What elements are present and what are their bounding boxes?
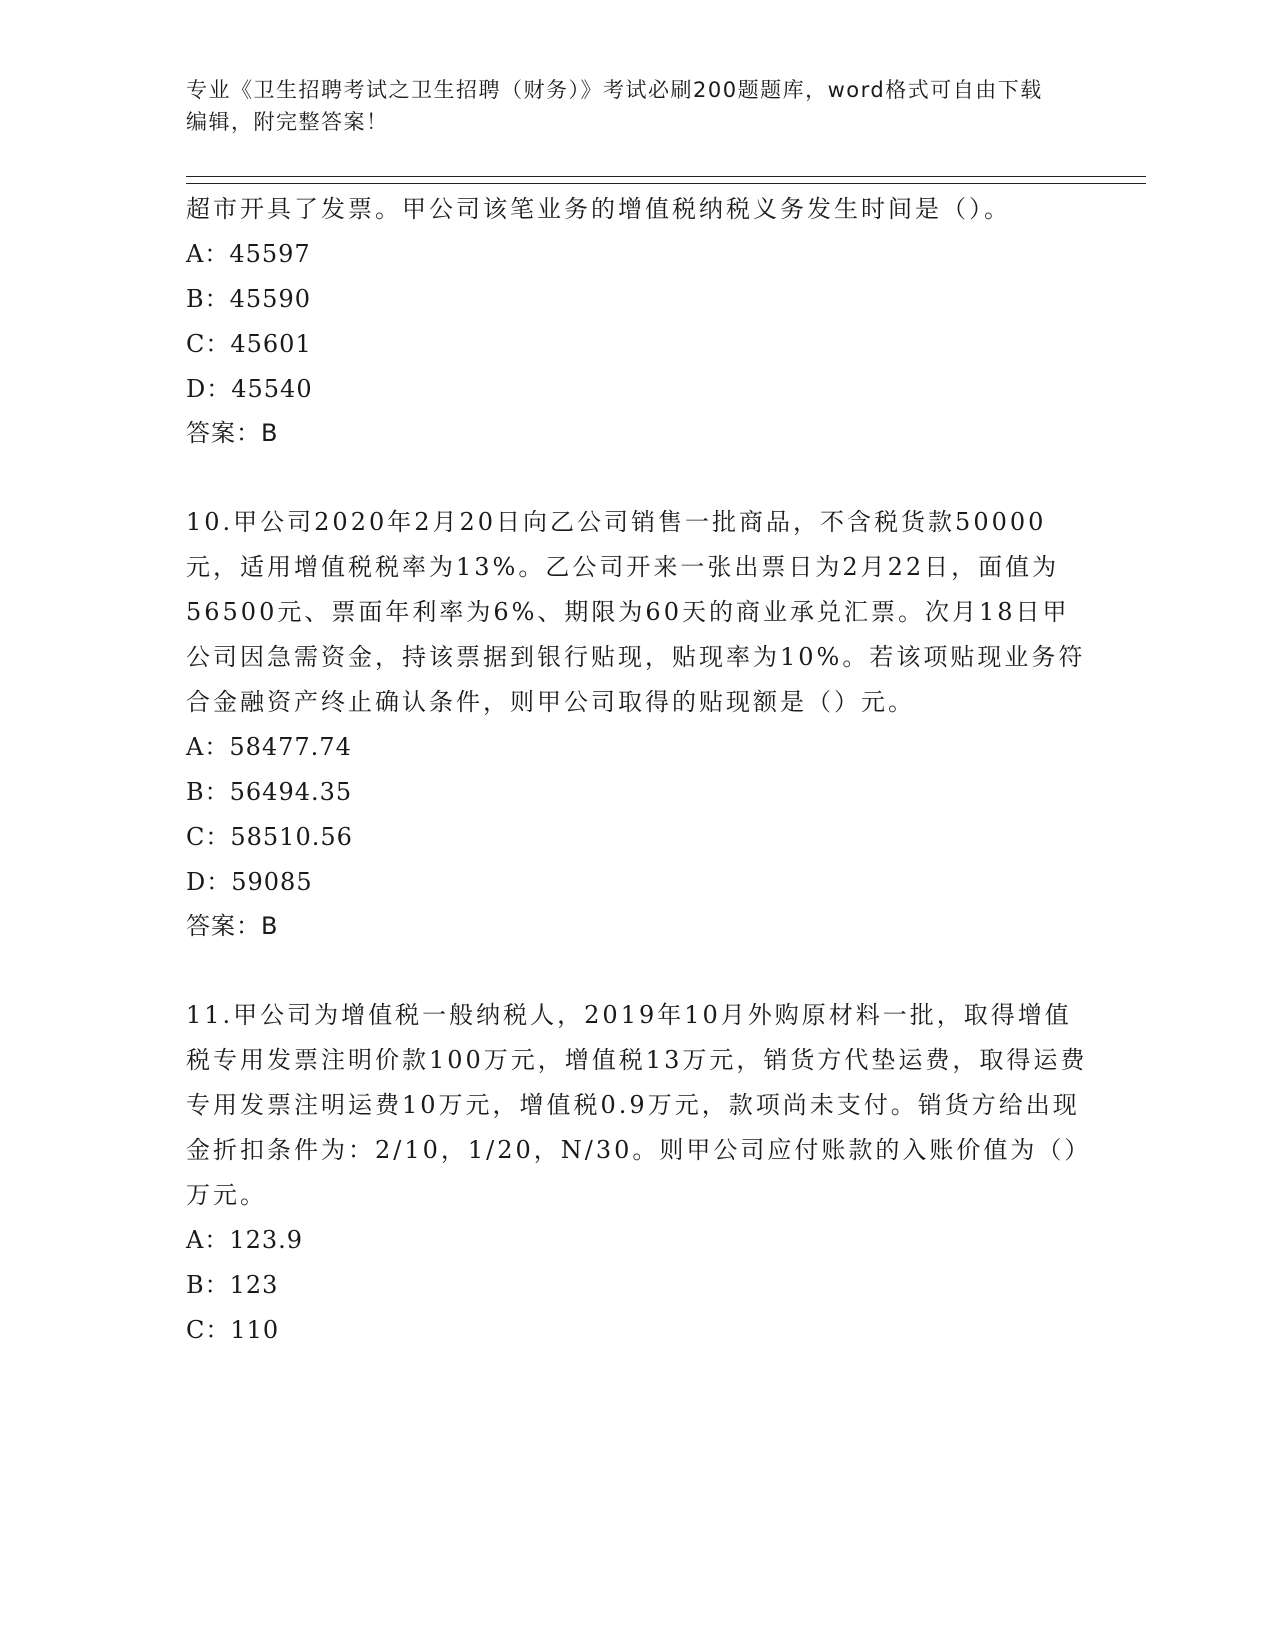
question-10	[186, 500, 1091, 948]
answer: 答案：B	[186, 419, 279, 447]
header-rule-bottom	[186, 183, 1146, 184]
option-c: C：110	[186, 1316, 280, 1344]
option-a: A：45597	[186, 240, 311, 268]
option-a: A：123.9	[186, 1226, 304, 1254]
option-d: D：45540	[186, 375, 313, 403]
question-gap	[186, 455, 1091, 500]
option-d: D：59085	[186, 868, 313, 896]
question-gap	[186, 948, 1091, 993]
question-list	[186, 187, 1091, 1353]
option-c: C：58510.56	[186, 823, 353, 851]
question-text: 11.甲公司为增值税一般纳税人，2019年10月外购原材料一批，取得增值税专用发票注明价款100万元，增值税13万元，销货方代垫运费，取得运费专用发票注明运费10万元，增值税0.9万元，款项尚未支付。销货方给出现金折扣条件为：2/10，1/20，N/30。则甲公司应付账款的入账价值为（）万元。	[186, 1001, 1088, 1209]
option-c: C：45601	[186, 330, 312, 358]
question-9	[186, 187, 1091, 455]
option-b: B：56494.35	[186, 778, 353, 806]
document-header: 专业《卫生招聘考试之卫生招聘（财务）》考试必刷200题题库，word格式可自由下载编辑，附完整答案！	[186, 78, 1043, 134]
option-b: B：45590	[186, 285, 311, 313]
question-text: 超市开具了发票。甲公司该笔业务的增值税纳税义务发生时间是（）。	[186, 195, 1011, 223]
question-11	[186, 993, 1091, 1353]
question-text: 10.甲公司2020年2月20日向乙公司销售一批商品，不含税货款50000元，适用增值税税率为13%。乙公司开来一张出票日为2月22日，面值为56500元、票面年利率为6%、期限为60天的商业承兑汇票。次月18日甲公司因急需资金，持该票据到银行贴现，贴现率为10%。若该项贴现业务符合金融资产终止确认条件，则甲公司取得的贴现额是（）元。	[186, 508, 1086, 716]
answer: 答案：B	[186, 912, 279, 940]
option-b: B：123	[186, 1271, 279, 1299]
header-rule-top	[186, 176, 1146, 177]
option-a: A：58477.74	[186, 733, 352, 761]
